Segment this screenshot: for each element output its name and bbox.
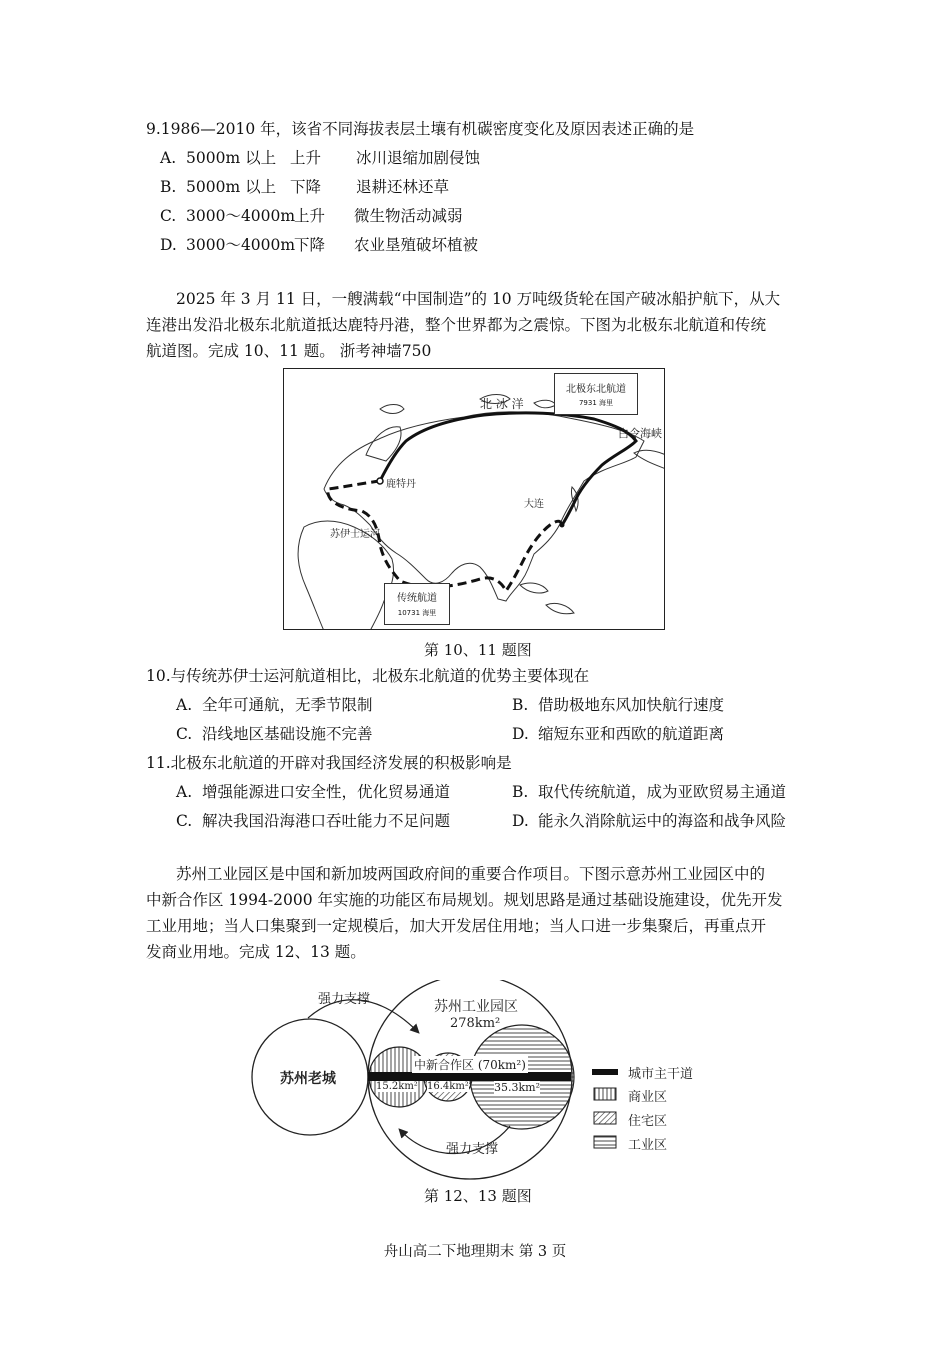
suzhou-park-diagram [250, 980, 710, 1180]
option-text: 解决我国沿海港口吞吐能力不足问题 [202, 812, 451, 830]
passage-line: 工业用地；当人口集聚到一定规模后，加大开发居住用地；当人口进一步集聚后，再重点开 [146, 917, 767, 935]
traditional-route-distance: 10731 海里 [397, 609, 437, 617]
option-label: D. [160, 236, 177, 254]
passage-line: 航道图。完成 10、11 题。 浙考神墙750 [146, 342, 432, 360]
q10-option-d [512, 723, 724, 745]
option-altitude: 5000m 以上 [186, 149, 277, 167]
traditional-route-legend [384, 583, 450, 625]
q10-option-a [176, 694, 373, 716]
legend-residential-label: 住宅区 [628, 1114, 668, 1129]
passage-line: 发商业用地。完成 12、13 题。 [146, 943, 366, 961]
q9-option-c [160, 205, 463, 227]
option-reason: 微生物活动减弱 [354, 207, 463, 225]
q11-option-b [512, 781, 786, 803]
legend-commercial-swatch [594, 1088, 616, 1100]
legend-road-label: 城市主干道 [628, 1067, 694, 1082]
arctic-route-line [380, 413, 636, 525]
residential-area-label: 16.4km² [427, 1081, 469, 1092]
option-label: B. [512, 696, 529, 714]
q11-stem: 11.北极东北航道的开辟对我国经济发展的积极影响是 [146, 754, 512, 772]
legend-commercial-label: 商业区 [628, 1090, 668, 1105]
passage-line: 2025 年 3 月 11 日，一艘满载“中国制造”的 10 万吨级货轮在国产破冰船护航下，从大 [176, 290, 781, 308]
arctic-ocean-label: 北 冰 洋 [480, 397, 524, 411]
option-label: A. [176, 783, 193, 801]
passage-line: 苏州工业园区是中国和新加坡两国政府间的重要合作项目。下图示意苏州工业园区中的 [176, 865, 766, 883]
legend-industrial-label: 工业区 [628, 1138, 668, 1153]
industrial-area-label: 35.3km² [494, 1081, 540, 1094]
q11-option-d [512, 810, 786, 832]
traditional-route-name: 传统航道 [397, 593, 437, 604]
rotterdam-point [377, 478, 383, 484]
option-text: 沿线地区基础设施不完善 [202, 725, 373, 743]
option-reason: 冰川退缩加剧侵蚀 [356, 149, 481, 167]
arctic-islands [380, 395, 556, 414]
q10-stem: 10.与传统苏伊士运河航道相比，北极东北航道的优势主要体现在 [146, 667, 590, 685]
option-label: A. [176, 696, 193, 714]
legend-residential-swatch [594, 1112, 616, 1124]
option-text: 增强能源进口安全性，优化贸易通道 [202, 783, 451, 801]
option-reason: 退耕还林还草 [356, 178, 450, 196]
cooperation-zone-label: 中新合作区 (70km²) [414, 1058, 526, 1072]
legend-road-swatch [592, 1069, 618, 1075]
eurasia-landmass [324, 412, 644, 601]
option-label: A. [160, 149, 177, 167]
suez-canal-label: 苏伊士运河 [330, 529, 380, 540]
option-label: B. [512, 783, 529, 801]
route-map [283, 368, 665, 630]
option-altitude: 5000m 以上 [186, 178, 277, 196]
option-text: 缩短东亚和西欧的航道距离 [538, 725, 725, 743]
passage-line: 中新合作区 1994-2000 年实施的功能区布局规划。规划思路是通过基础设施建设，优先开发 [146, 891, 783, 909]
main-road-bar [368, 1072, 571, 1081]
commercial-area-label: 15.2km² [376, 1081, 418, 1092]
rotterdam-label: 鹿特丹 [386, 479, 416, 490]
option-trend: 下降 [294, 236, 326, 254]
q10-option-b [512, 694, 724, 716]
option-label: D. [512, 725, 529, 743]
dalian-label: 大连 [524, 499, 544, 510]
passage-line: 连港出发沿北极东北航道抵达鹿特丹港，整个世界都为之震惊。下图为北极东北航道和传统 [146, 316, 767, 334]
q9-stem: 9.1986—2010 年，该省不同海拔表层土壤有机碳密度变化及原因表述正确的是 [146, 120, 695, 138]
option-label: B. [160, 178, 177, 196]
southeast-asia-islands [520, 583, 574, 614]
option-label: C. [160, 207, 177, 225]
option-text: 借助极地东风加快航行速度 [538, 696, 725, 714]
option-text: 取代传统航道，成为亚欧贸易主通道 [538, 783, 787, 801]
north-america-tip [634, 450, 665, 469]
page-footer: 舟山高二下地理期末 第 3 页 [383, 1244, 567, 1260]
option-label: D. [512, 812, 529, 830]
old-city-label: 苏州老城 [280, 1071, 336, 1087]
option-altitude: 3000～4000m [186, 207, 296, 225]
q9-option-a [160, 147, 481, 169]
arctic-route-distance: 7931 海里 [578, 399, 614, 407]
legend-industrial-swatch [594, 1136, 616, 1148]
q11-option-c [176, 810, 450, 832]
option-trend: 下降 [290, 178, 322, 196]
option-label: C. [176, 812, 193, 830]
option-trend: 上升 [294, 207, 326, 225]
diagram-caption: 第 12、13 题图 [424, 1187, 532, 1205]
q9-option-b [160, 176, 450, 198]
park-area-label: 278km² [450, 1016, 501, 1031]
support-label-top: 强力支撑 [318, 992, 371, 1007]
bering-strait-label: 白令海峡 [618, 427, 662, 440]
option-trend: 上升 [290, 149, 322, 167]
q11-option-a [176, 781, 450, 803]
support-label-bottom: 强力支撑 [446, 1142, 499, 1157]
q10-option-c [176, 723, 373, 745]
option-text: 全年可通航，无季节限制 [202, 696, 373, 714]
option-altitude: 3000～4000m [186, 236, 296, 254]
dalian-point [560, 523, 565, 528]
option-reason: 农业垦殖破坏植被 [354, 236, 479, 254]
q9-option-d [160, 234, 479, 256]
arctic-route-legend [554, 373, 638, 415]
option-label: C. [176, 725, 193, 743]
map-caption: 第 10、11 题图 [424, 641, 532, 659]
park-name-label: 苏州工业园区 [434, 999, 518, 1015]
option-text: 能永久消除航运中的海盗和战争风险 [538, 812, 787, 830]
arctic-route-name: 北极东北航道 [566, 384, 626, 395]
